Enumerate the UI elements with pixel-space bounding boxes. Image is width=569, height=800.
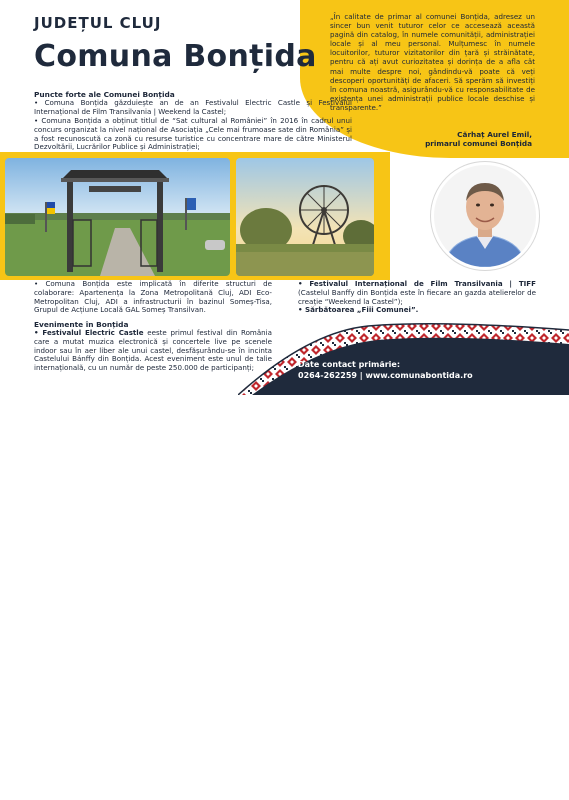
strength-item-1: • Comuna Bonțida găzduiește an de an Festivalul Electric Castle și Festivalul Internațional de Film Transilvania | Weekend la Castel; <box>34 98 352 116</box>
tiff-text <box>298 280 536 306</box>
gate-photo <box>3 156 232 278</box>
electric-castle-description: eeste primul festival din România care a mutat muzica electronică și concertele live pe scenele indoor sau în aer liber ale unui castel, desfășurându-se în incinta Castelului Bánffy din Bonțida. Acest eveniment este unul de talie internațională, cu un număr de peste 250.000 de participanți; <box>34 328 272 373</box>
county-title: JUDEȚUL CLUJ <box>34 14 162 32</box>
contact-details: 0264-262259 | www.comunabontida.ro <box>298 371 473 380</box>
commune-title: Comuna Bonțida <box>34 39 317 74</box>
tiff-name: • Festivalul Internațional de Film Transilvania | TIFF <box>298 279 536 288</box>
electric-castle-text <box>34 329 272 373</box>
mayor-portrait <box>431 162 539 270</box>
contact-title: Date contact primărie: <box>298 360 401 369</box>
strengths-title: Puncte forte ale Comunei Bonțida <box>34 90 175 99</box>
events-title: Evenimente în Bonțida <box>34 320 129 329</box>
fiii-comunei-text: • Sărbătoarea „Fiii Comunei”. <box>298 305 419 314</box>
catalog-page <box>0 0 569 395</box>
mayor-signature <box>382 130 532 149</box>
strength-item-2: • Comuna Bonțida a obținut titlul de “Sat cultural al României” în 2016 în cadrul unui concurs organizat la nivel național de Asociația „Cele mai frumoase sate din România” și a fost recunoscută ca zonă cu resurse turistice cu concentrare mare de către Ministerul Dezvoltării, Lucrărilor Publice și Administrației; <box>34 116 352 152</box>
mayor-role: primarul comunei Bonțida <box>425 139 532 149</box>
festival-photo <box>234 156 376 278</box>
electric-castle-name: • Festivalul Electric Castle <box>34 328 144 337</box>
mayor-name: Cărhaț Aurel Emil, <box>457 130 532 139</box>
contact-block <box>238 320 569 395</box>
tiff-description: (Castelul Banffy din Bonțida este în fiecare an gazda atelierelor de creație “Weekend la Castel”); <box>298 287 536 306</box>
mayor-quote: „În calitate de primar al comunei Bonțida, adresez un sincer bun venit tuturor celor ce accesează această pagină din catalog, în numele comunității, administrației locale și al meu personal. Mulțumesc în numele locuitorilor, tuturor vizitatorilor din țară și străinătate, pentru că ați avut curiozitatea și dorința de a afla cât mai multe despre noi, gândindu-vă poate că veți descoperi oportunități de afaceri. Să sperăm să investiți în comuna noastră, asigurându-vă cu responsabilitate de existența unei administrații publice locale deschise și transparente.” <box>330 12 535 112</box>
structures-text: • Comuna Bonțida este implicată în diferite structuri de colaborare: Apartenența la Zona Metropolitană Cluj, ADI Eco-Metropolitan Cluj, ADI a infrastructurii în bazinul Someș-Tisa, Grupul de Acțiune Locală GAL Someș Transilvan. <box>34 279 272 315</box>
